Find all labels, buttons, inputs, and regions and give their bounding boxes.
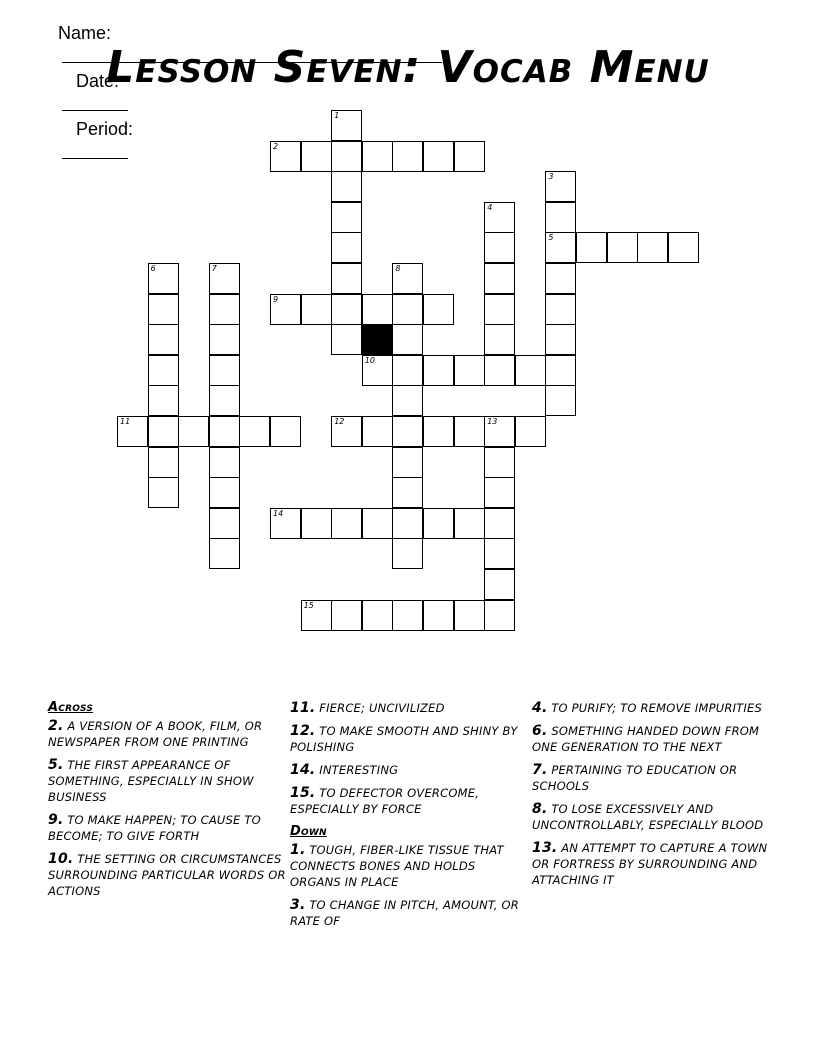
grid-cell[interactable] [331,324,362,355]
grid-cell[interactable] [209,385,240,416]
grid-cell[interactable] [148,477,179,508]
period-label: Period: [76,119,134,139]
date-label: Date: [76,71,120,91]
grid-cell[interactable] [484,600,515,631]
grid-cell[interactable] [392,385,423,416]
grid-cell[interactable] [209,263,240,294]
grid-cell[interactable] [392,600,423,631]
grid-cell[interactable] [484,263,515,294]
grid-cell[interactable] [454,141,485,172]
clue-down-8: 8. TO LOSE EXCESSIVELY AND UNCONTROLLABLY, ESPECIALLY BLOOD [532,801,764,832]
cell-number: 13 [487,417,498,426]
clue-down-7: 7. PERTAINING TO EDUCATION OR SCHOOLS [532,762,738,793]
grid-cell[interactable] [392,294,423,325]
grid-cell[interactable] [484,508,515,539]
grid-cell[interactable] [331,294,362,325]
grid-cell[interactable] [362,294,393,325]
grid-cell[interactable] [209,324,240,355]
clue-down-3: 3. TO CHANGE IN PITCH, AMOUNT, OR RATE OF [290,897,519,928]
grid-cell[interactable] [545,324,576,355]
grid-cell[interactable] [423,141,454,172]
across-heading: Across [48,700,94,715]
grid-cell[interactable] [331,508,362,539]
grid-cell[interactable] [545,202,576,233]
grid-cell[interactable] [545,355,576,386]
grid-cell[interactable] [148,355,179,386]
cell-number: 3 [548,172,554,182]
grid-cell[interactable] [178,416,209,447]
grid-cell[interactable] [484,294,515,325]
grid-cell[interactable] [484,324,515,355]
grid-cell[interactable] [484,447,515,478]
grid-cell[interactable] [392,324,423,355]
cell-number: 2 [273,141,279,151]
grid-cell[interactable] [423,600,454,631]
down-heading: Down [290,824,327,839]
grid-cell[interactable] [454,355,485,386]
grid-cell[interactable] [392,263,423,294]
grid-cell[interactable] [545,294,576,325]
clue-across-15: 15. TO DEFECTOR OVERCOME, ESPECIALLY BY FORCE [290,785,480,816]
grid-cell[interactable] [484,232,515,263]
grid-cell[interactable] [270,508,301,539]
grid-cell[interactable] [362,508,393,539]
grid-cell[interactable] [301,600,332,631]
clue-across-11: 11. FIERCE; UNCIVILIZED [290,700,445,716]
cell-number: 6 [150,264,156,273]
grid-cell[interactable] [209,477,240,508]
clue-down-6: 6. SOMETHING HANDED DOWN FROM ONE GENERATION TO THE NEXT [532,723,760,754]
clue-down-1: 1. TOUGH, FIBER-LIKE TISSUE THAT CONNECTS BONES AND HOLDS ORGANS IN PLACE [290,842,504,889]
grid-cell[interactable] [545,385,576,416]
grid-cell[interactable] [301,294,332,325]
grid-cell[interactable] [270,141,301,172]
grid-cell[interactable] [454,600,485,631]
clue-across-14: 14. INTERESTING [290,762,399,778]
grid-cell[interactable] [270,294,301,325]
cell-number: 10 [364,355,375,365]
grid-cell[interactable] [423,416,454,447]
date-blank[interactable] [62,95,128,111]
cell-number: 1 [334,111,340,120]
clue-across-10: 10. THE SETTING OR CIRCUMSTANCES SURROUNDING PARTICULAR WORDS OR ACTIONS [48,851,286,898]
grid-cell[interactable] [423,294,454,325]
grid-cell[interactable] [301,141,332,172]
grid-cell[interactable] [484,355,515,386]
grid-cell[interactable] [392,447,423,478]
clue-across-12: 12. TO MAKE SMOOTH AND SHINY BY POLISHING [290,723,518,754]
clue-across-5: 5. THE FIRST APPEARANCE OF SOMETHING, ESPECIALLY IN SHOW BUSINESS [48,757,254,804]
grid-cell[interactable] [454,508,485,539]
clues-column-2 [290,700,530,936]
grid-cell[interactable] [484,569,515,600]
period-blank[interactable] [62,143,128,159]
grid-cell[interactable] [148,385,179,416]
name-label: Name: [58,23,112,43]
grid-cell[interactable] [209,294,240,325]
cell-number: 15 [303,600,314,610]
grid-cell[interactable] [117,416,148,447]
grid-cell[interactable] [331,110,362,141]
cell-number: 7 [211,264,217,273]
cell-number: 8 [395,264,401,273]
grid-cell[interactable] [331,416,362,447]
grid-cell[interactable] [148,416,179,447]
grid-cell[interactable] [392,141,423,172]
grid-cell[interactable] [484,416,515,447]
grid-cell[interactable] [637,232,668,263]
grid-cell[interactable] [392,416,423,447]
grid-cell[interactable] [148,447,179,478]
clues-column-3 [532,700,772,895]
grid-cell[interactable] [607,232,638,263]
grid-cell[interactable] [423,355,454,386]
grid-cell[interactable] [331,232,362,263]
grid-cell[interactable] [545,263,576,294]
grid-cell[interactable] [545,171,576,202]
grid-cell[interactable] [484,477,515,508]
grid-cell[interactable] [239,416,270,447]
clues-column-1 [48,700,288,906]
grid-cell[interactable] [331,263,362,294]
grid-cell[interactable] [392,538,423,569]
grid-cell[interactable] [392,508,423,539]
clue-across-9: 9. TO MAKE HAPPEN; TO CAUSE TO BECOME; TO GIVE FORTH [48,812,261,843]
grid-cell[interactable] [668,232,699,263]
grid-cell[interactable] [331,141,362,172]
grid-cell[interactable] [209,538,240,569]
grid-cell[interactable] [484,538,515,569]
grid-cell[interactable] [362,600,393,631]
black-square [362,324,393,355]
clue-across-2: 2. A VERSION OF A BOOK, FILM, OR NEWSPAPER FROM ONE PRINTING [48,718,263,749]
grid-cell[interactable] [362,416,393,447]
grid-cell[interactable] [209,355,240,386]
grid-cell[interactable] [331,171,362,202]
grid-cell[interactable] [331,202,362,233]
grid-cell[interactable] [515,416,546,447]
grid-cell[interactable] [362,141,393,172]
grid-cell[interactable] [484,202,515,233]
grid-cell[interactable] [454,416,485,447]
grid-cell[interactable] [209,447,240,478]
cell-number: 5 [548,233,554,243]
grid-cell[interactable] [545,232,576,263]
grid-cell[interactable] [331,600,362,631]
cell-number: 12 [334,417,345,426]
grid-cell[interactable] [362,355,393,386]
grid-cell[interactable] [209,416,240,447]
cell-number: 4 [487,202,493,212]
page-title: Lesson Seven: Vocab Menu [106,42,710,93]
grid-cell[interactable] [270,416,301,447]
grid-cell[interactable] [209,508,240,539]
clue-down-13: 13. AN ATTEMPT TO CAPTURE A TOWN OR FORTRESS BY SURROUNDING AND ATTACHING IT [532,840,768,887]
grid-cell[interactable] [301,508,332,539]
grid-cell[interactable] [392,477,423,508]
cell-number: 9 [273,294,279,304]
grid-cell[interactable] [148,263,179,294]
clue-down-4: 4. TO PURIFY; TO REMOVE IMPURITIES [532,700,762,716]
grid-cell[interactable] [423,508,454,539]
cell-number: 11 [120,417,131,426]
grid-cell[interactable] [148,324,179,355]
grid-cell[interactable] [392,355,423,386]
grid-cell[interactable] [148,294,179,325]
grid-cell[interactable] [515,355,546,386]
cell-number: 14 [273,508,284,518]
grid-cell[interactable] [576,232,607,263]
